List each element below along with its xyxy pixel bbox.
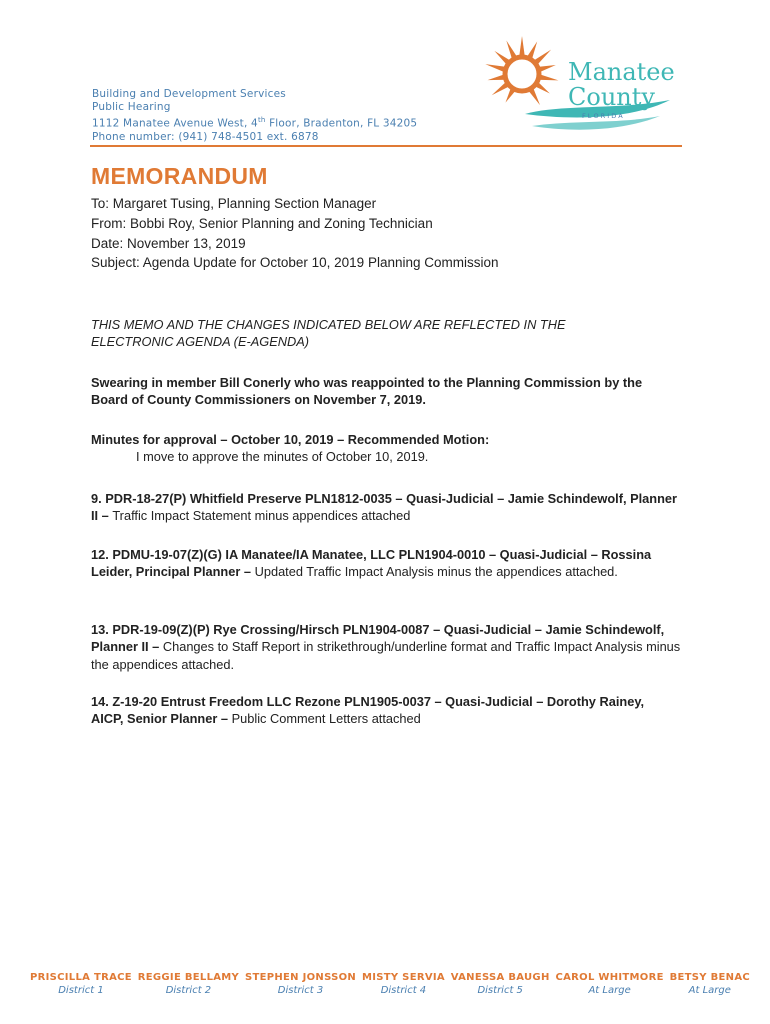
svg-text:Manatee: Manatee [568, 58, 675, 86]
e-agenda-notice: THIS MEMO AND THE CHANGES INDICATED BELOW ARE REFLECTED IN THE ELECTRONIC AGENDA (E-AGENDA) [91, 317, 566, 350]
minutes-item [91, 431, 691, 466]
letterhead-address [92, 88, 417, 144]
agenda-item-12: 12. PDMU-19-07(Z)(G) IA Manatee/IA Manatee, LLC PLN1904-0010 – Quasi-Judicial – Rossina Leider, Principal Planner – Updated Traffic Impact Analysis minus the appendices attached. [91, 547, 652, 580]
hearing-label: Public Hearing [92, 101, 171, 114]
department-name: Building and Development Services [92, 88, 286, 100]
commissioner: REGGIE BELLAMY District 2 [137, 972, 240, 996]
agenda-item-9: 9. PDR-18-27(P) Whitfield Preserve PLN1812-0035 – Quasi-Judicial – Jamie Schindewolf, Planner II – Traffic Impact Statement minus appendices attached [91, 491, 678, 524]
commissioner: STEPHEN JONSSON District 3 [244, 972, 357, 996]
sun-icon [485, 36, 559, 107]
swearing-in-item: Swearing in member Bill Conerly who was reappointed to the Planning Commission by the Board of County Commissioners on November 7, 2019. [91, 375, 643, 408]
minutes-motion: I move to approve the minutes of October 10, 2019. [136, 449, 429, 465]
commissioner: BETSY BENAC At Large [669, 972, 750, 996]
memo-to: To: Margaret Tusing, Planning Section Manager [91, 196, 377, 211]
memo-meta [91, 194, 499, 273]
commissioners-footer [30, 972, 750, 996]
agenda-item-14: 14. Z-19-20 Entrust Freedom LLC Rezone PLN1905-0037 – Quasi-Judicial – Dorothy Rainey, AICP, Senior Planner – Public Comment Letters attached [91, 694, 645, 727]
agenda-item-13: 13. PDR-19-09(Z)(P) Rye Crossing/Hirsch PLN1904-0087 – Quasi-Judicial – Jamie Schindewolf, Planner II – Changes to Staff Report in strikethrough/underline format and Traffic Impact Analysis minus the appendices attached. [91, 622, 681, 672]
commissioner: MISTY SERVIA District 4 [361, 972, 445, 996]
commissioner: VANESSA BAUGH District 5 [450, 972, 550, 996]
manatee-county-logo [470, 28, 685, 146]
commissioner: CAROL WHITMORE At Large [555, 972, 664, 996]
memo-from: From: Bobbi Roy, Senior Planning and Zoning Technician [91, 215, 433, 231]
svg-text:F L O R I D A: F L O R I D A [582, 112, 623, 120]
svg-text:County: County [568, 83, 655, 111]
phone-line: Phone number: (941) 748-4501 ext. 6878 [92, 131, 319, 144]
memo-subject: Subject: Agenda Update for October 10, 2019 Planning Commission [91, 255, 499, 271]
memo-date: Date: November 13, 2019 [91, 235, 246, 251]
header-divider [90, 145, 682, 147]
minutes-heading: Minutes for approval – October 10, 2019 – Recommended Motion: [91, 432, 490, 447]
address-line: 1112 Manatee Avenue West, 4th Floor, Bradenton, FL 34205 [92, 116, 418, 130]
commissioner: PRISCILLA TRACE District 1 [30, 972, 132, 996]
memo-title: MEMORANDUM [91, 163, 268, 189]
